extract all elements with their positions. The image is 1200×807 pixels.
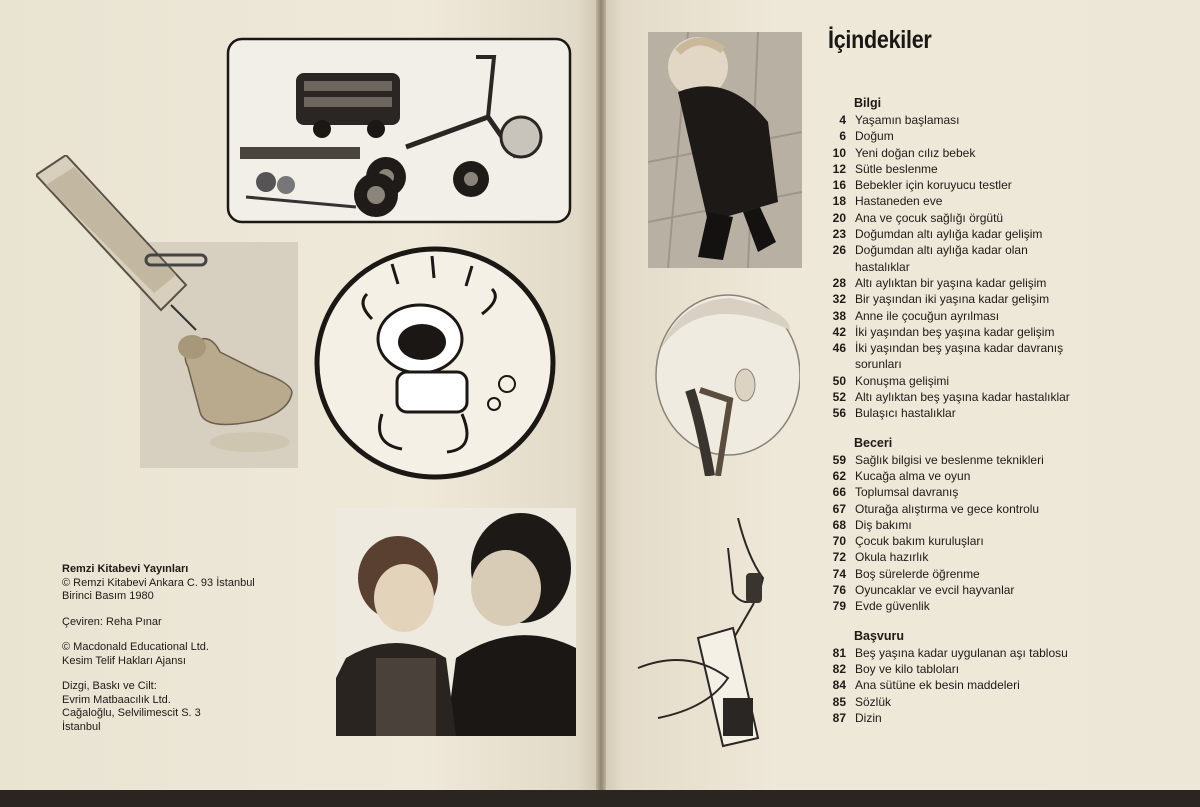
- child-standing-photo: [648, 32, 802, 268]
- toc-entry-label: Yeni doğan cılız bebek: [855, 145, 976, 160]
- toc-entry: [808, 161, 1098, 177]
- toc-entry: [808, 710, 1098, 726]
- crying-baby-illustration: [312, 244, 558, 482]
- toc-page-number: 23: [832, 227, 846, 242]
- toc-entry-label: Okula hazırlık: [855, 550, 929, 565]
- toc-entry: [808, 566, 1098, 582]
- translator-line: Çeviren: Reha Pınar: [62, 615, 162, 628]
- printer-line: Evrim Matbaacılık Ltd.: [62, 693, 171, 706]
- toc-page-number: 10: [832, 145, 846, 160]
- toc-entry: [808, 112, 1098, 128]
- toc-entry: [808, 452, 1098, 468]
- toc-entry-label: Doğumdan altı aylığa kadar olan hastalıklar: [855, 243, 1028, 274]
- toc-page-number: 82: [832, 661, 846, 676]
- table-of-contents: [808, 96, 1098, 726]
- copyright-line: © Remzi Kitabevi Ankara C. 93 İstanbul: [62, 576, 255, 589]
- toc-entry: [808, 242, 1098, 275]
- agency-line: Kesim Telif Hakları Ajansı: [62, 654, 186, 667]
- copyright-line-2: © Macdonald Educational Ltd.: [62, 641, 209, 653]
- printing-label: Dizgi, Baskı ve Cilt:: [62, 680, 157, 692]
- toc-entry: [808, 549, 1098, 565]
- toc-entry: [808, 226, 1098, 242]
- child-profile-illustration: [640, 290, 800, 476]
- toc-entry: [808, 694, 1098, 710]
- toc-entry: [808, 517, 1098, 533]
- toc-entry: [808, 468, 1098, 484]
- toys-photo: [226, 37, 572, 224]
- toc-entry: [808, 275, 1098, 291]
- toc-entry-label: Diş bakımı: [855, 517, 912, 532]
- bottle-hands-illustration: [628, 518, 800, 748]
- toc-entry-label: Oyuncaklar ve evcil hayvanlar: [855, 583, 1015, 598]
- toc-entry-label: Toplumsal davranış: [855, 485, 959, 500]
- toc-page-number: 32: [832, 292, 846, 307]
- left-page: [0, 0, 600, 795]
- toc-entry: [808, 308, 1098, 324]
- toc-entry: [808, 324, 1098, 340]
- toc-page-number: 50: [832, 373, 846, 388]
- address-line: Cağaloğlu, Selvilimescit S. 3: [62, 707, 201, 719]
- toc-entry-label: Sağlık bilgisi ve beslenme teknikleri: [855, 452, 1044, 467]
- toc-page-number: 46: [832, 341, 846, 356]
- toc-page-number: 79: [832, 599, 846, 614]
- toc-entry: [808, 582, 1098, 598]
- toc-entry-label: Bulaşıcı hastalıklar: [855, 406, 956, 421]
- toc-page-number: 62: [832, 468, 846, 483]
- edition-line: Birinci Basım 1980: [62, 590, 154, 602]
- toc-entry: [808, 598, 1098, 614]
- publication-credits: [62, 563, 302, 734]
- toc-entry: [808, 661, 1098, 677]
- toc-page-number: 72: [832, 550, 846, 565]
- toc-page-number: 20: [832, 210, 846, 225]
- toc-entry-label: Beş yaşına kadar uygulanan aşı tablosu: [855, 645, 1068, 660]
- toc-page-number: 18: [832, 194, 846, 209]
- toc-page-number: 38: [832, 308, 846, 323]
- toc-entry-label: İki yaşından beş yaşına kadar gelişim: [855, 324, 1055, 339]
- toc-entry: [808, 193, 1098, 209]
- toc-page-number: 12: [832, 161, 846, 176]
- toc-page-number: 68: [832, 517, 846, 532]
- clothespin-photo: [36, 155, 211, 335]
- toc-page-number: 16: [832, 178, 846, 193]
- toc-entry: [808, 533, 1098, 549]
- toc-entry-label: Kucağa alma ve oyun: [855, 468, 971, 483]
- mother-child-photo: [336, 508, 576, 736]
- toc-entry: [808, 340, 1098, 373]
- toc-entry: [808, 210, 1098, 226]
- toc-entry-label: Boy ve kilo tabloları: [855, 661, 960, 676]
- toc-entry-label: Ana sütüne ek besin maddeleri: [855, 678, 1020, 693]
- toc-entry-label: Boş sürelerde öğrenme: [855, 566, 980, 581]
- toc-entry: [808, 291, 1098, 307]
- toc-entry-label: Altı aylıktan beş yaşına kadar hastalıklar: [855, 390, 1070, 405]
- toc-entry-label: Hastaneden eve: [855, 194, 943, 209]
- toc-page-number: 87: [832, 710, 846, 725]
- toc-page-number: 76: [832, 583, 846, 598]
- toc-entry: [808, 177, 1098, 193]
- toc-entry-label: Oturağa alıştırma ve gece kontrolu: [855, 501, 1040, 516]
- publisher-name: Remzi Kitabevi Yayınları: [62, 563, 189, 575]
- toc-entry-label: Çocuk bakım kuruluşları: [855, 534, 984, 549]
- toc-section-heading: Beceri: [854, 435, 893, 450]
- toc-entry-label: Sözlük: [855, 694, 892, 709]
- toc-page-number: 42: [832, 324, 846, 339]
- toc-entry: [808, 484, 1098, 500]
- toc-entry: [808, 128, 1098, 144]
- toc-entry: [808, 645, 1098, 661]
- toc-entry-label: İki yaşından beş yaşına kadar davranış sorunları: [855, 341, 1064, 372]
- toc-page-number: 81: [832, 645, 846, 660]
- toc-page-number: 6: [839, 129, 846, 144]
- toc-section-heading: Bilgi: [854, 96, 882, 110]
- toc-entry-label: Anne ile çocuğun ayrılması: [855, 308, 1000, 323]
- toc-entry-label: Sütle beslenme: [855, 161, 938, 176]
- toc-page-number: 74: [832, 566, 846, 581]
- toc-page-number: 26: [832, 243, 846, 258]
- toc-page-number: 66: [832, 485, 846, 500]
- toc-page-number: 84: [832, 678, 846, 693]
- city-line: İstanbul: [62, 720, 101, 733]
- toc-page-number: 59: [832, 452, 846, 467]
- toc-entry: [808, 501, 1098, 517]
- toc-entry-label: Dizin: [855, 710, 882, 725]
- toc-entry-label: Yaşamın başlaması: [855, 113, 960, 127]
- table-surface: [0, 790, 1200, 807]
- toc-entry: [808, 373, 1098, 389]
- toc-entry-label: Altı aylıktan bir yaşına kadar gelişim: [855, 275, 1047, 290]
- toc-entry: [808, 389, 1098, 405]
- toc-section-heading: Başvuru: [854, 628, 905, 643]
- toc-page-number: 28: [832, 275, 846, 290]
- toc-page-number: 67: [832, 501, 846, 516]
- toc-entry-label: Evde güvenlik: [855, 599, 930, 614]
- toc-entry: [808, 677, 1098, 693]
- toc-entry: [808, 145, 1098, 161]
- toc-page-number: 56: [832, 406, 846, 421]
- toc-entry-label: Ana ve çocuk sağlığı örgütü: [855, 210, 1004, 225]
- toc-page-number: 52: [832, 390, 846, 405]
- toc-entry: [808, 405, 1098, 421]
- toc-page-number: 4: [839, 113, 846, 127]
- toc-entry-label: Konuşma gelişimi: [855, 373, 950, 388]
- toc-entry-label: Doğumdan altı aylığa kadar gelişim: [855, 227, 1043, 242]
- toc-title: İçindekiler: [828, 26, 932, 54]
- toc-entry-label: Bebekler için koruyucu testler: [855, 178, 1012, 193]
- book-gutter: [596, 0, 606, 795]
- toc-page-number: 85: [832, 694, 846, 709]
- toc-entry-label: Doğum: [855, 129, 894, 144]
- toc-entry-label: Bir yaşından iki yaşına kadar gelişim: [855, 292, 1050, 307]
- toc-page-number: 70: [832, 534, 846, 549]
